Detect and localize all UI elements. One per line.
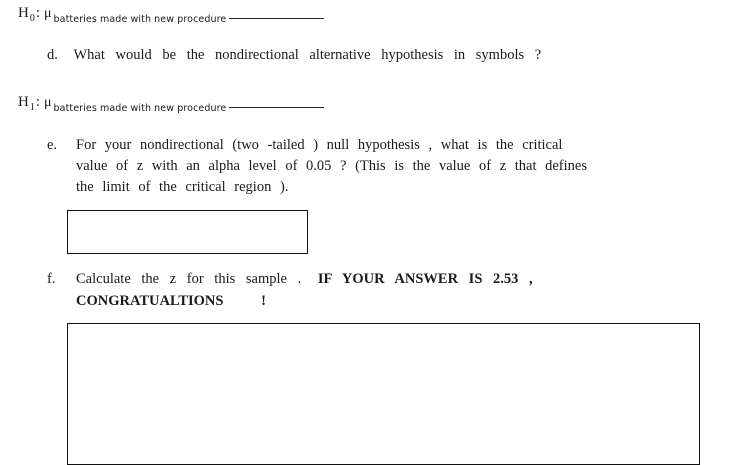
question-f-bold-answer: IF YOUR ANSWER IS 2.53 , <box>317 271 533 287</box>
question-f-congratulations: CONGRATUALTIONS ! <box>76 293 266 309</box>
h1-mu-symbol: μ <box>44 95 52 110</box>
question-e-letter: e. <box>47 137 58 153</box>
h1-answer-blank[interactable] <box>229 107 324 108</box>
h1-colon: : <box>35 94 41 110</box>
null-hypothesis-line <box>18 4 324 24</box>
question-f <box>47 268 667 312</box>
alternative-hypothesis-line <box>18 93 324 113</box>
question-f-text: Calculate the z for this sample . <box>76 271 302 287</box>
h0-colon: : <box>35 5 41 21</box>
h0-symbol: H <box>18 5 29 21</box>
h1-subscript: 1 <box>29 102 35 113</box>
question-d-text: What would be the nondirectional alternative hypothesis in symbols ? <box>73 47 542 63</box>
answer-box-e[interactable] <box>67 210 308 254</box>
h0-description: batteries made with new procedure <box>53 14 227 25</box>
question-e-line-1: For your nondirectional (two -tailed ) null hypothesis , what is the critical <box>76 137 563 153</box>
question-d-letter: d. <box>47 47 58 63</box>
h0-answer-blank[interactable] <box>229 18 324 19</box>
question-e <box>47 134 667 198</box>
question-e-line-2: value of z with an alpha level of 0.05 ? (This is the value of z that defines <box>76 158 587 174</box>
h1-symbol: H <box>18 94 29 110</box>
h0-mu-symbol: μ <box>44 6 52 21</box>
question-e-line-3: the limit of the critical region ). <box>76 179 289 195</box>
h1-description: batteries made with new procedure <box>53 103 227 114</box>
question-d <box>47 44 541 66</box>
h0-subscript: 0 <box>29 13 35 24</box>
question-f-letter: f. <box>47 271 56 287</box>
answer-box-f[interactable] <box>67 323 700 465</box>
